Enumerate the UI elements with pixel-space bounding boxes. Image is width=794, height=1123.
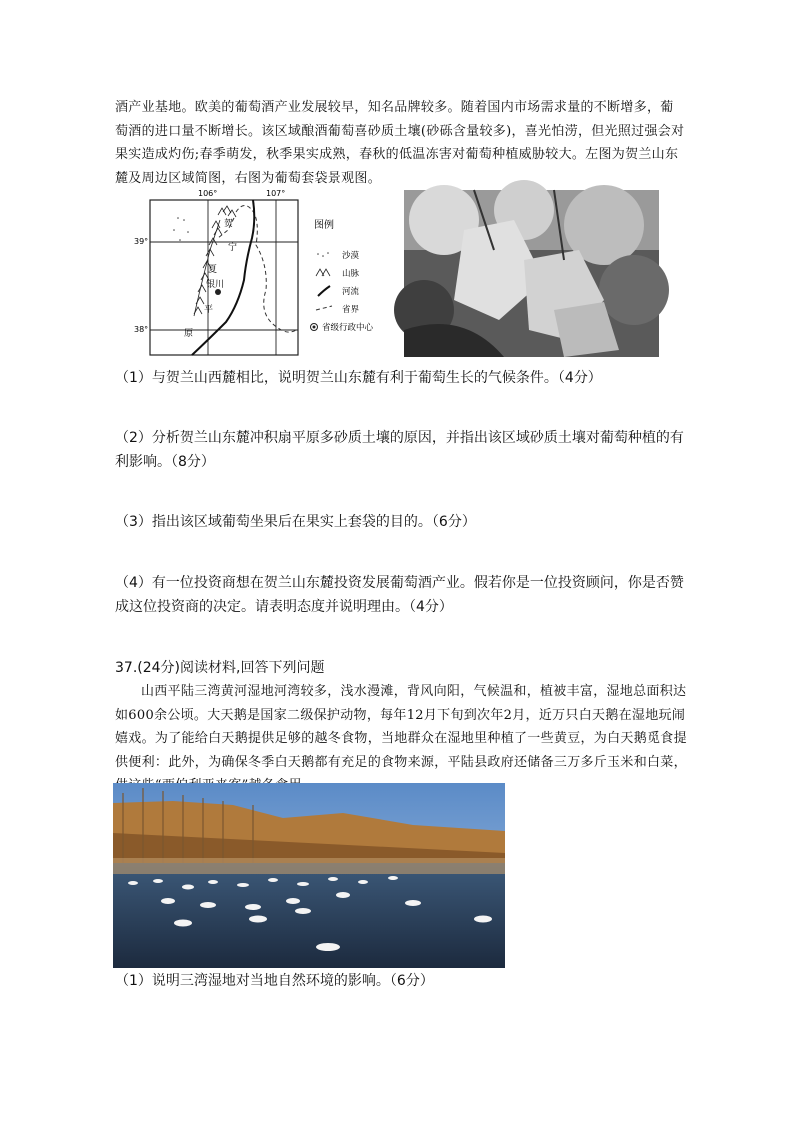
swan-wetland-photo: [113, 783, 505, 968]
legend-boundary: 省界: [342, 305, 360, 315]
q36-3: （3）指出该区域葡萄坐果后在果实上套袋的目的。（6分）: [115, 514, 476, 530]
legend-river: 河流: [342, 287, 360, 297]
q37-1: （1）说明三湾湿地对当地自然环境的影响。（6分）: [115, 973, 434, 989]
q37-title: 37.(24分)阅读材料,回答下列问题: [115, 660, 325, 676]
q36-2: （2）分析贺兰山东麓冲积扇平原多砂质土壤的原因，并指出该区域砂质土壤对葡萄种植的有利影响。（8分）: [115, 430, 684, 470]
q36-4: （4）有一位投资商想在贺兰山东麓投资发展葡萄酒产业。假若你是一位投资顾问，你是否赞成这位投资商的决定。请表明态度并说明理由。（4分）: [115, 575, 684, 615]
region-ning: 宁: [228, 243, 238, 253]
region-he: 贺: [224, 219, 234, 229]
legend-mountain: 山脉: [342, 269, 360, 279]
region-ping: 平: [204, 305, 214, 315]
lat-label-39: 39°: [134, 237, 149, 246]
region-yuan: 原: [184, 329, 194, 339]
q36-1: （1）与贺兰山西麓相比，说明贺兰山东麓有利于葡萄生长的气候条件。（4分）: [115, 370, 602, 386]
helan-map: [134, 189, 402, 360]
region-xia: 夏: [208, 265, 218, 275]
lon-label-106: 106°: [198, 189, 218, 198]
legend-desert: 沙漠: [342, 251, 360, 261]
lat-label-38: 38°: [134, 325, 149, 334]
legend-capital: 省级行政中心: [322, 323, 374, 333]
grape-bagging-photo: [404, 190, 659, 357]
legend-title: 图例: [314, 220, 334, 231]
region-yinchuan: 银川: [206, 280, 225, 290]
lon-label-107: 107°: [266, 189, 286, 198]
intro-paragraph: 酒产业基地。欧美的葡萄酒产业发展较早，知名品牌较多。随着国内市场需求量的不断增多，葡萄酒的进口量不断增长。该区域酿酒葡萄喜砂质土壤(砂砾含量较多)，喜光怕涝，但光照过强会对果实造成灼伤;春季萌发，秋季果实成熟，春秋的低温冻害对葡萄种植威胁较大。左图为贺兰山东麓及周边区域简图，右图为葡萄套袋景观图。: [115, 100, 685, 186]
q37-paragraph: 山西平陆三湾黄河湿地河湾较多，浅水漫滩，背风向阳，气候温和，植被丰富，湿地总面积达如600余公顷。大天鹅是国家二级保护动物，每年12月下旬到次年2月，近万只白天鹅在湿地玩闹嬉戏。为了能给白天鹅提供足够的越冬食物，当地群众在湿地里种植了一些黄豆，为白天鹅觅食提供便利：此外，为确保冬季白天鹅都有充足的食物来源，平陆县政府还储备三万多斤玉米和白菜，: [115, 684, 687, 770]
